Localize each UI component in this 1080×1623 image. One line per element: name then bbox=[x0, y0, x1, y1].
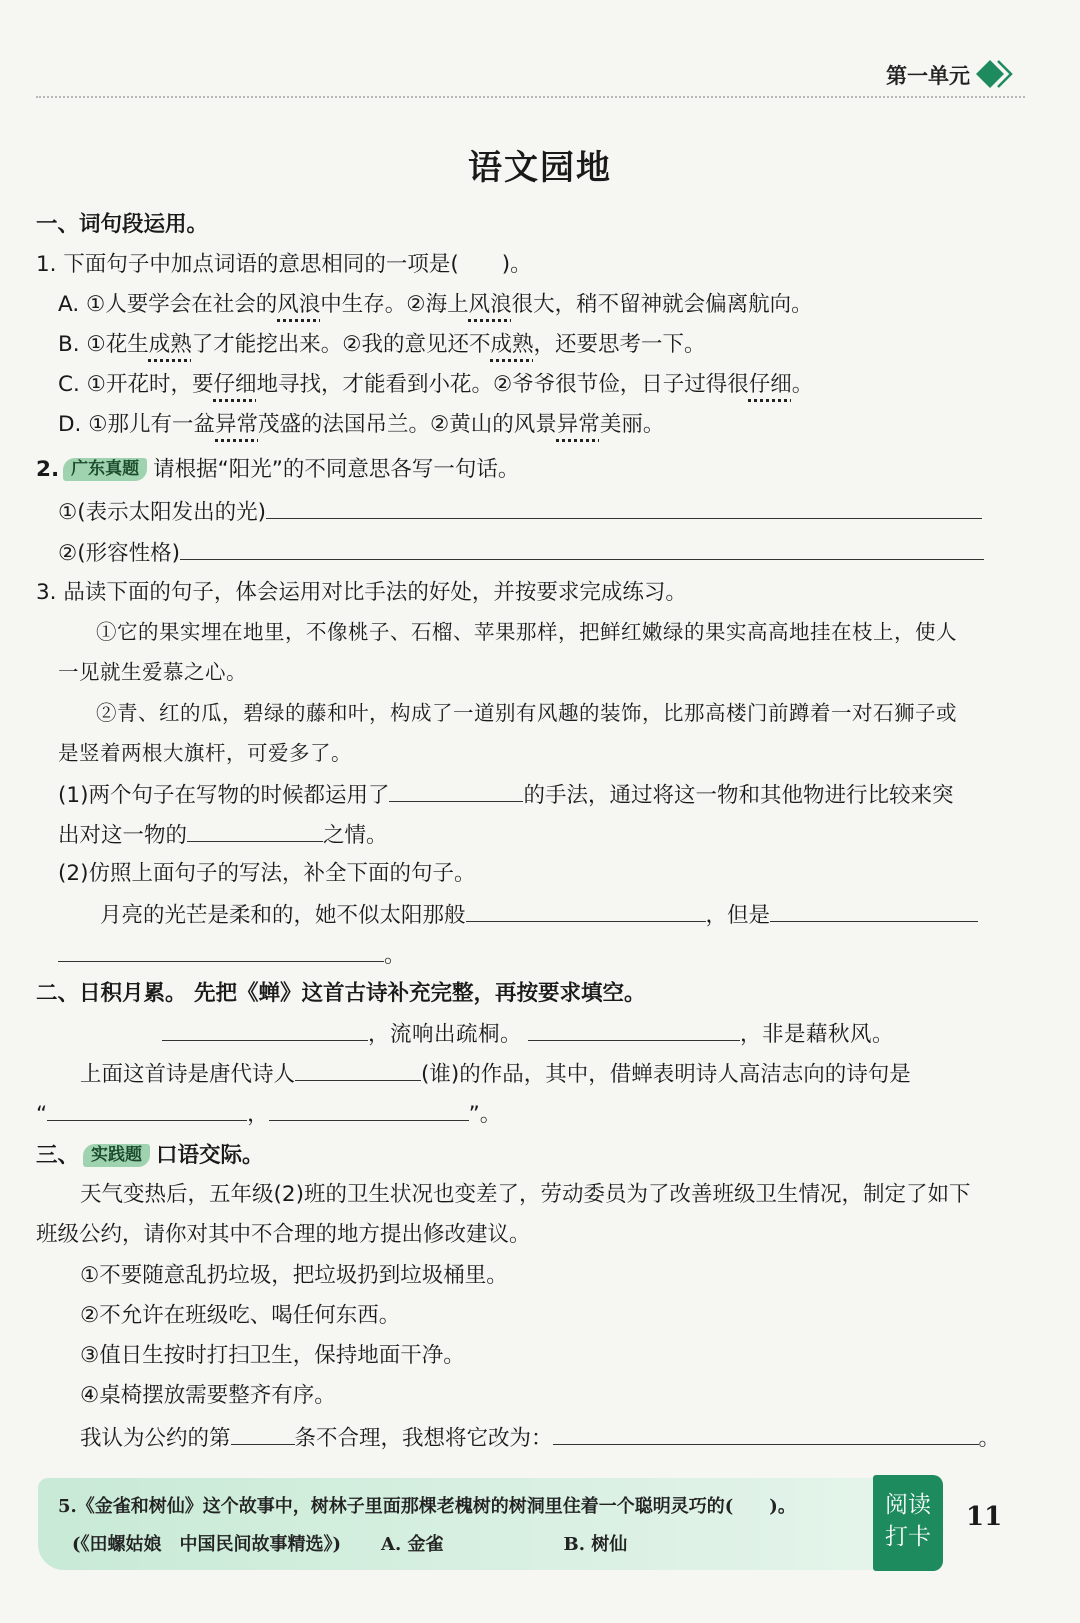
q2-sub1-answer-blank[interactable] bbox=[266, 500, 982, 519]
q1b-post: ，还要思考一下。 bbox=[533, 332, 706, 357]
q1a-post: 很大，稍不留神就会偏离航向。 bbox=[511, 292, 813, 317]
q2-sub2-label: ②(形容性格) bbox=[58, 541, 181, 566]
page-title: 语文园地 bbox=[468, 148, 612, 188]
sec2-poet-post: (谁)的作品，其中，借蝉表明诗人高洁志向的诗句是 bbox=[421, 1062, 911, 1087]
q1c-pre: C. ①开花时，要 bbox=[58, 372, 214, 397]
q3-sub2-blank-2[interactable] bbox=[770, 903, 978, 922]
q3-sub1-blank-feeling[interactable] bbox=[187, 823, 323, 842]
q2-sub1-label: ①(表示太阳发出的光) bbox=[58, 500, 267, 525]
q3-sub1b-post: 之情。 bbox=[323, 823, 388, 848]
reading-option-b: B. 树仙 bbox=[563, 1534, 628, 1555]
reading-question: 5.《金雀和树仙》这个故事中，树林子里面那棵老槐树的树洞里住着一个聪明灵巧的( )。 bbox=[58, 1496, 796, 1517]
reading-option-a: A. 金雀 bbox=[381, 1534, 444, 1555]
poem-line bbox=[162, 1022, 894, 1046]
section1-heading: 一、词句段运用。 bbox=[36, 212, 209, 237]
q3-sub1-blank-technique[interactable] bbox=[389, 783, 523, 802]
q3-sub2-continuation bbox=[58, 943, 406, 967]
sec2-poet-question bbox=[80, 1062, 911, 1086]
poem-part-2: ，非是藉秋风。 bbox=[740, 1022, 895, 1047]
q3-sub2-blank-1[interactable] bbox=[466, 903, 706, 922]
rule-item-3: ③值日生按时打扫卫生，保持地面干净。 bbox=[80, 1343, 465, 1368]
q3-sub1-line2 bbox=[58, 823, 388, 847]
q3-passage1-line1: ①它的果实埋在地里，不像桃子、石榴、苹果那样，把鲜红嫩绿的果实高高地挂在枝上，使人 bbox=[96, 620, 957, 644]
open-quote: “ bbox=[36, 1102, 48, 1127]
q1d-mid: 茂盛的法国吊兰。②黄山的风景 bbox=[258, 412, 557, 437]
q2-sub2 bbox=[58, 541, 984, 565]
rule-revision-blank[interactable] bbox=[553, 1426, 979, 1445]
rule-item-1: ①不要随意乱扔垃圾，把垃圾扔到垃圾桶里。 bbox=[80, 1263, 508, 1288]
q3-sub1b-pre: 出对这一物的 bbox=[58, 823, 188, 848]
q1b-dotted-1: 成熟 bbox=[148, 332, 192, 357]
q1-stem: 1. 下面句子中加点词语的意思相同的一项是( )。 bbox=[36, 252, 532, 277]
section3-prefix: 三、 bbox=[36, 1143, 80, 1168]
q1c-dotted-2: 仔细 bbox=[748, 372, 792, 397]
q3-sub2-mid: ，但是 bbox=[705, 903, 771, 928]
rule-item-4: ④桌椅摆放需要整齐有序。 bbox=[80, 1383, 336, 1408]
page-number: 11 bbox=[966, 1502, 1003, 1532]
sec3-answer-mid: 条不合理，我想将它改为： bbox=[294, 1426, 553, 1451]
q3-sub2-sentence bbox=[100, 903, 978, 927]
sec3-answer-line bbox=[80, 1426, 1000, 1450]
q1d-dotted-2: 异常 bbox=[556, 412, 600, 437]
q3-sub2-end: 。 bbox=[384, 943, 406, 968]
q1c-mid: 地寻找，才能看到小花。②爷爷很节俭，日子过得很 bbox=[256, 372, 749, 397]
q1d-post: 美丽。 bbox=[599, 412, 665, 437]
badge-line-1: 阅读 bbox=[885, 1492, 931, 1518]
q1b-mid: 了才能挖出来。②我的意见还不 bbox=[191, 332, 491, 357]
sec3-answer-pre: 我认为公约的第 bbox=[80, 1426, 231, 1451]
sec3-intro-line1: 天气变热后，五年级(2)班的卫生状况也变差了，劳动委员为了改善班级卫生情况，制定了如下 bbox=[80, 1182, 971, 1207]
q2-number: 2. bbox=[36, 457, 60, 482]
q3-passage1-line2: 一见就生爱慕之心。 bbox=[58, 660, 247, 684]
q3-sub1-post: 的手法，通过将这一物和其他物进行比较来突 bbox=[523, 783, 954, 808]
unit-label: 第一单元 bbox=[886, 64, 970, 88]
section3-title: 口语交际。 bbox=[156, 1143, 264, 1168]
header-divider bbox=[36, 96, 1025, 98]
q1c-post: 。 bbox=[791, 372, 814, 397]
q1d-pre: D. ①那儿有一盆 bbox=[58, 412, 215, 437]
section2-heading: 二、日积月累。 先把《蝉》这首古诗补充完整，再按要求填空。 bbox=[36, 981, 646, 1006]
sec2-verse-answer bbox=[36, 1102, 501, 1126]
q2-tag-badge: 广东真题 bbox=[63, 458, 147, 481]
q2-text: 请根据“阳光”的不同意思各写一句话。 bbox=[153, 457, 520, 482]
section3-heading bbox=[36, 1144, 264, 1167]
q3-passage2-line2: 是竖着两根大旗杆，可爱多了。 bbox=[58, 741, 352, 765]
q1b-dotted-2: 成熟 bbox=[490, 332, 534, 357]
poem-part-1: ，流响出疏桐。 bbox=[368, 1022, 523, 1047]
q1b-pre: B. ①花生 bbox=[58, 332, 149, 357]
q3-sub1-line1 bbox=[58, 783, 953, 807]
close-quote: ”。 bbox=[468, 1102, 502, 1127]
q1a-pre: A. ①人要学会在社会的 bbox=[58, 292, 278, 317]
q1a-mid: 中生存。②海上 bbox=[320, 292, 469, 317]
q3-passage2-line1: ②青、红的瓜，碧绿的藤和叶，构成了一道别有风趣的装饰，比那高楼门前蹲着一对石狮子或 bbox=[96, 701, 957, 725]
sec3-answer-end: 。 bbox=[978, 1426, 1001, 1451]
poet-name-blank[interactable] bbox=[295, 1062, 421, 1081]
section3-tag-badge: 实践题 bbox=[83, 1144, 150, 1167]
q1-option-d bbox=[58, 414, 664, 436]
q3-sub2-instruction: (2)仿照上面句子的写法，补全下面的句子。 bbox=[58, 861, 476, 886]
q2-sub1 bbox=[58, 500, 982, 524]
q1a-dotted-1: 风浪 bbox=[277, 292, 321, 317]
rule-item-2: ②不允许在班级吃、喝任何东西。 bbox=[80, 1303, 401, 1328]
verse-comma: ， bbox=[247, 1102, 269, 1127]
reading-source: (《田螺姑娘 中国民间故事精选》) bbox=[72, 1534, 342, 1555]
reading-checkin-badge bbox=[873, 1475, 943, 1571]
q1-option-b bbox=[58, 334, 706, 356]
sec3-intro-line2: 班级公约，请你对其中不合理的地方提出修改建议。 bbox=[36, 1222, 531, 1247]
reading-options bbox=[72, 1530, 627, 1556]
poem-blank-2[interactable] bbox=[528, 1022, 740, 1041]
q1c-dotted-1: 仔细 bbox=[213, 372, 257, 397]
badge-line-2: 打卡 bbox=[885, 1524, 931, 1550]
q2-stem bbox=[36, 458, 519, 481]
q1a-dotted-2: 风浪 bbox=[468, 292, 512, 317]
q1d-dotted-1: 异常 bbox=[215, 412, 259, 437]
verse-blank-1[interactable] bbox=[47, 1102, 247, 1121]
verse-blank-2[interactable] bbox=[269, 1102, 469, 1121]
rule-number-blank[interactable] bbox=[231, 1426, 295, 1445]
q3-sub1-pre: (1)两个句子在写物的时候都运用了 bbox=[58, 783, 390, 808]
poem-blank-1[interactable] bbox=[162, 1022, 368, 1041]
q1-option-c bbox=[58, 374, 813, 396]
sec2-poet-pre: 上面这首诗是唐代诗人 bbox=[80, 1062, 296, 1087]
q3-sub2-blank-3[interactable] bbox=[58, 943, 384, 962]
q2-sub2-answer-blank[interactable] bbox=[180, 541, 984, 560]
q3-stem: 3. 品读下面的句子，体会运用对比手法的好处，并按要求完成练习。 bbox=[36, 580, 687, 605]
unit-diamond-icon bbox=[974, 58, 1018, 90]
q3-sub2-pre: 月亮的光芒是柔和的，她不似太阳那般 bbox=[100, 903, 466, 928]
q1-option-a bbox=[58, 294, 813, 316]
